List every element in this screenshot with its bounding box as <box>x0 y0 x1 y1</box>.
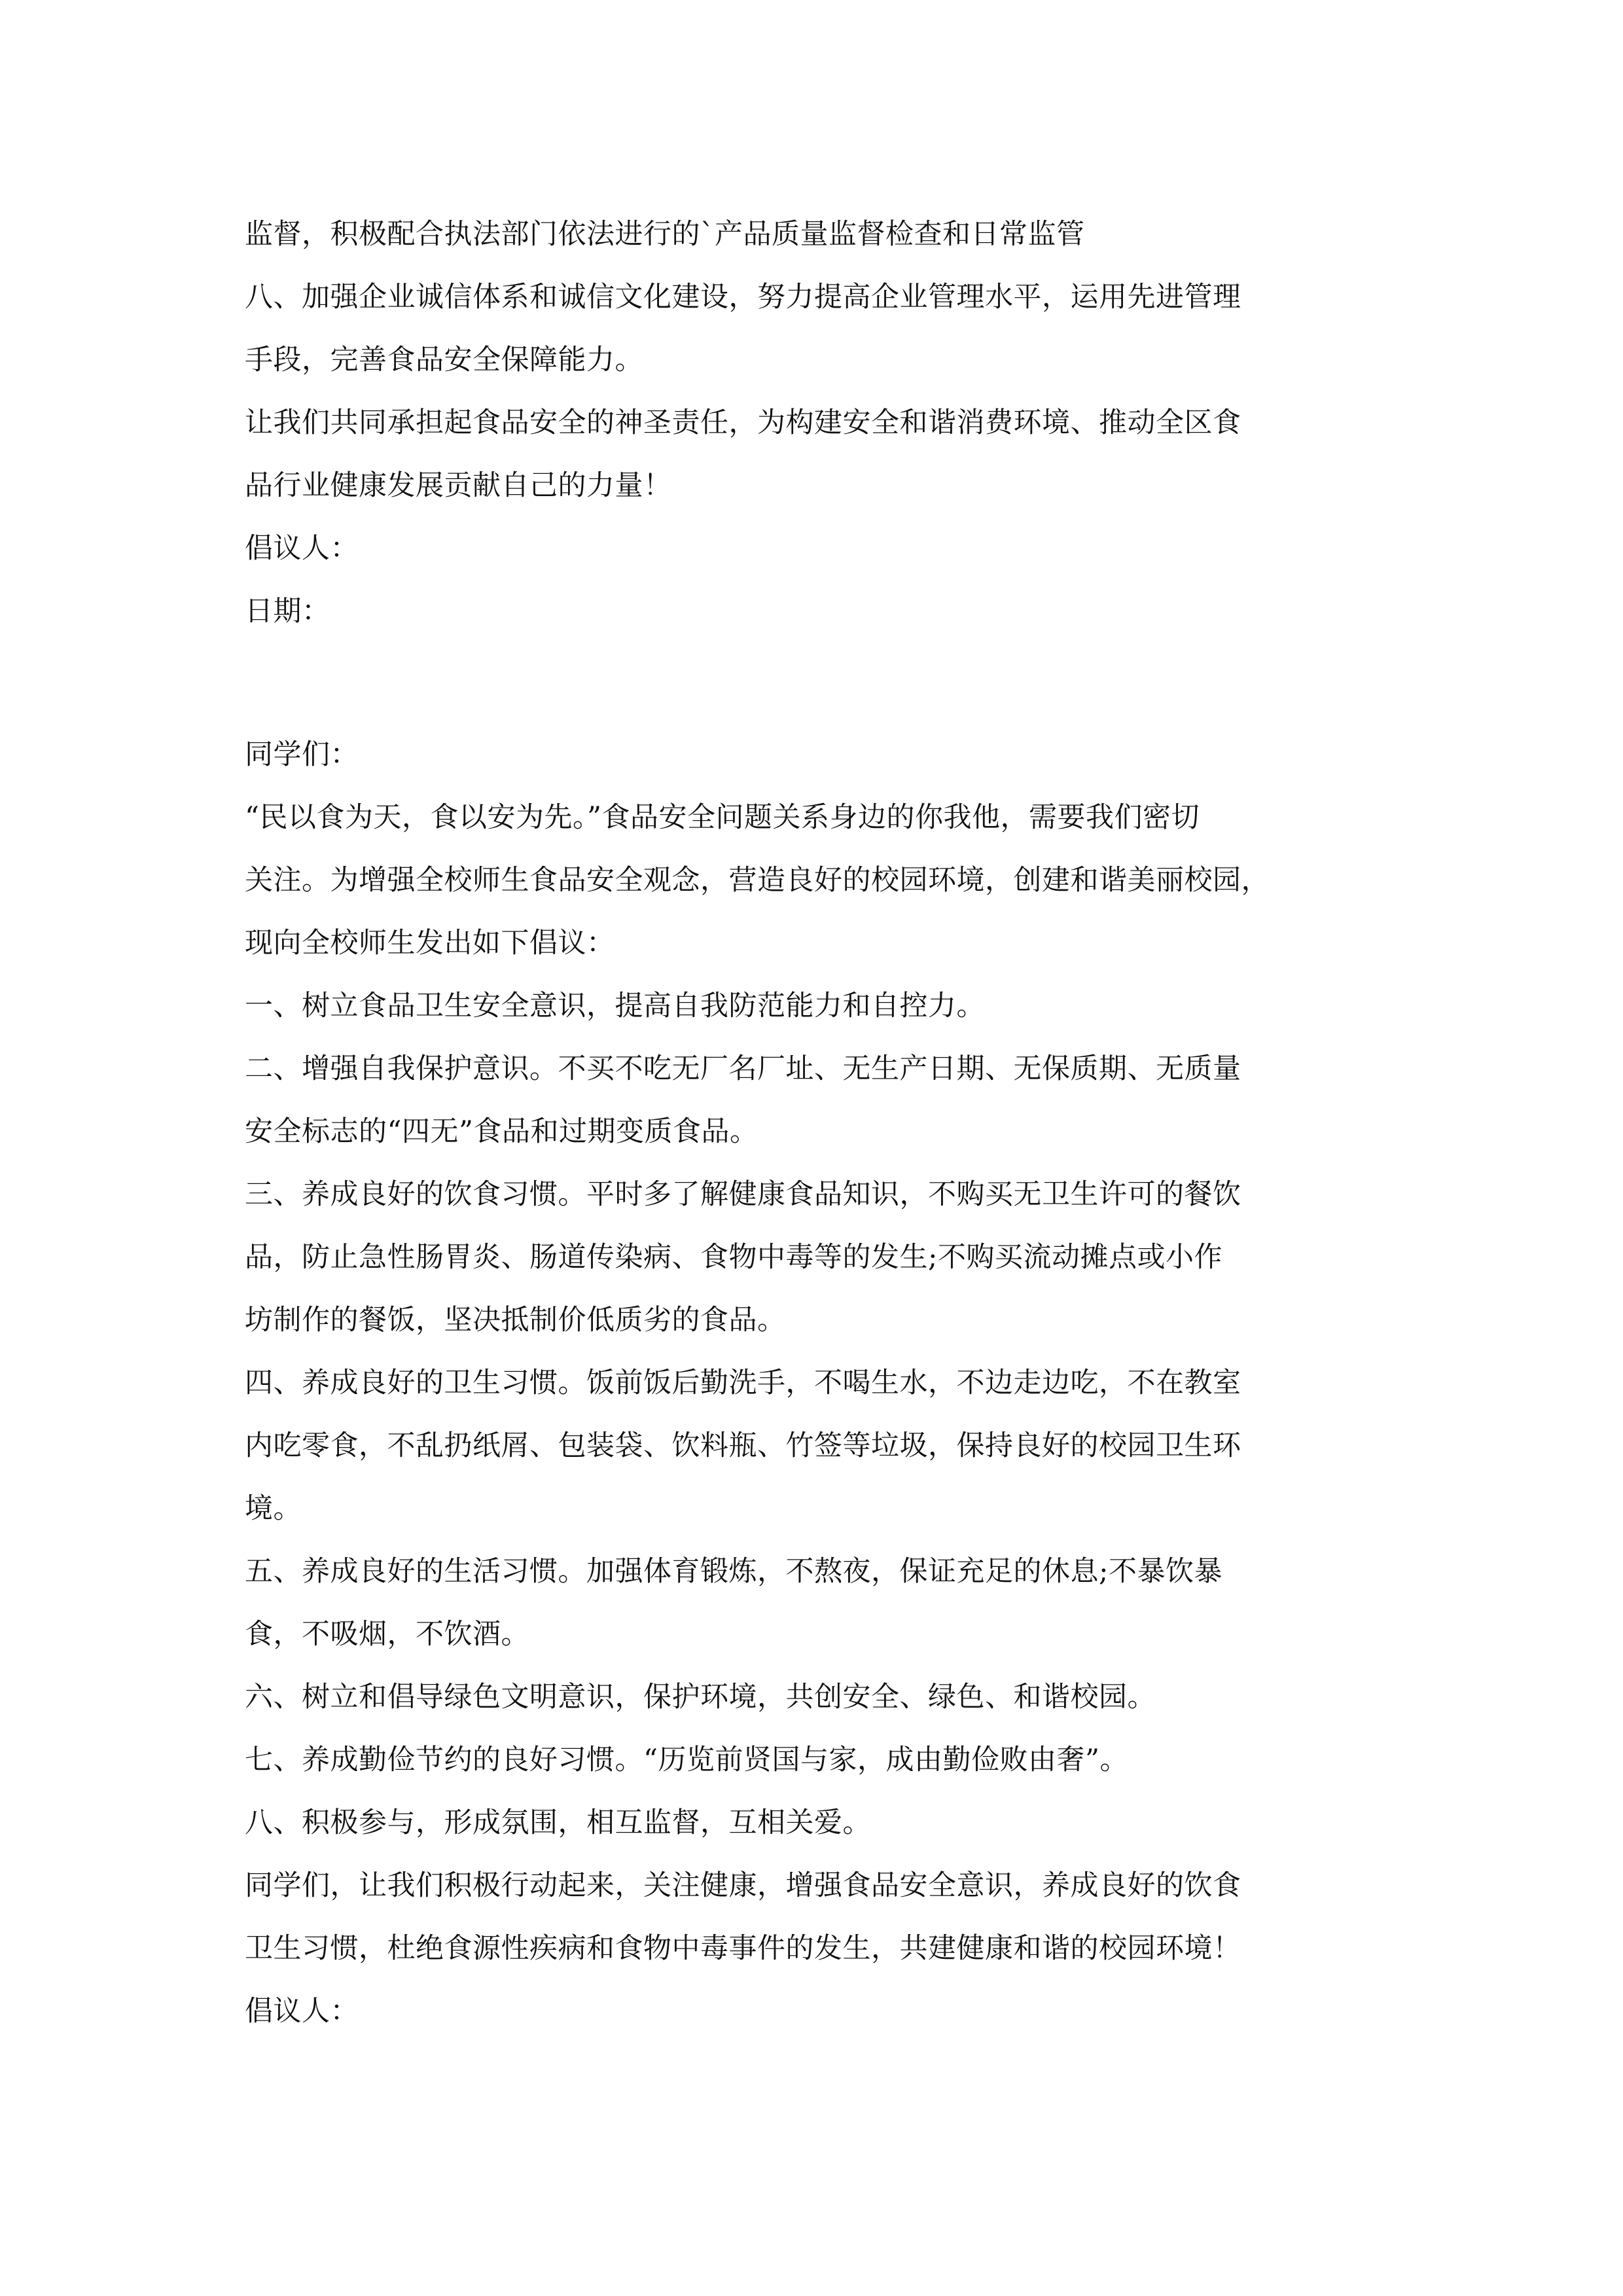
text-line: 一、树立食品卫生安全意识，提高自我防范能力和自控力。 <box>245 990 985 1022</box>
text-line: 八、加强企业诚信体系和诚信文化建设，努力提高企业管理水平，运用先进管理 <box>245 281 1241 314</box>
text-line: 八、积极参与，形成氛围，相互监督，互相关爱。 <box>245 1806 871 1839</box>
signatory-label: 倡议人： <box>245 1995 359 2028</box>
text-line: 监督，积极配合执法部门依法进行的`产品质量监督检查和日常监管 <box>245 218 1085 251</box>
text-line: 让我们共同承担起食品安全的神圣责任，为构建安全和谐消费环境、推动全区食 <box>245 406 1241 439</box>
text-line: 内吃零食，不乱扔纸屑、包装袋、饮料瓶、竹签等垃圾，保持良好的校园卫生环 <box>245 1429 1241 1462</box>
text-line: 食，不吸烟，不饮酒。 <box>245 1618 529 1651</box>
salutation: 同学们： <box>245 738 359 771</box>
text-line: “民以食为天，食以安为先。”食品安全问题关系身边的你我他，需要我们密切 <box>245 801 1200 834</box>
text-line: 同学们，让我们积极行动起来，关注健康，增强食品安全意识，养成良好的饮食 <box>245 1869 1241 1902</box>
text-line: 二、增强自我保护意识。不买不吃无厂名厂址、无生产日期、无保质期、无质量 <box>245 1052 1241 1085</box>
text-line: 手段，完善食品安全保障能力。 <box>245 344 643 376</box>
text-line: 现向全校师生发出如下倡议： <box>245 927 615 960</box>
text-line: 关注。为增强全校师生食品安全观念，营造良好的校园环境，创建和谐美丽校园， <box>245 864 1270 897</box>
text-line: 坊制作的餐饭，坚决抵制价低质劣的食品。 <box>245 1304 786 1336</box>
text-line: 三、养成良好的饮食习惯。平时多了解健康食品知识，不购买无卫生许可的餐饮 <box>245 1178 1241 1211</box>
text-line: 七、养成勤俭节约的良好习惯。“历览前贤国与家，成由勤俭败由奢”。 <box>245 1744 1128 1776</box>
date-label: 日期： <box>245 595 330 628</box>
signatory-label: 倡议人： <box>245 532 359 565</box>
section-1 <box>245 203 1383 643</box>
text-line: 品，防止急性肠胃炎、肠道传染病、食物中毒等的发生;不购买流动摊点或小作 <box>245 1241 1222 1274</box>
document-page <box>245 203 1383 2043</box>
section-2 <box>245 723 1383 2043</box>
text-line: 境。 <box>245 1492 302 1525</box>
section-gap <box>245 643 1383 723</box>
text-line: 六、树立和倡导绿色文明意识，保护环境，共创安全、绿色、和谐校园。 <box>245 1681 1156 1713</box>
text-line: 五、养成良好的生活习惯。加强体育锻炼，不熬夜，保证充足的休息;不暴饮暴 <box>245 1555 1222 1588</box>
text-line: 卫生习惯，杜绝食源性疾病和食物中毒事件的发生，共建健康和谐的校园环境！ <box>245 1932 1241 1965</box>
text-line: 安全标志的“四无”食品和过期变质食品。 <box>245 1115 758 1148</box>
text-line: 品行业健康发展贡献自己的力量！ <box>245 469 672 502</box>
text-line: 四、养成良好的卫生习惯。饭前饭后勤洗手，不喝生水，不边走边吃，不在教室 <box>245 1367 1241 1399</box>
